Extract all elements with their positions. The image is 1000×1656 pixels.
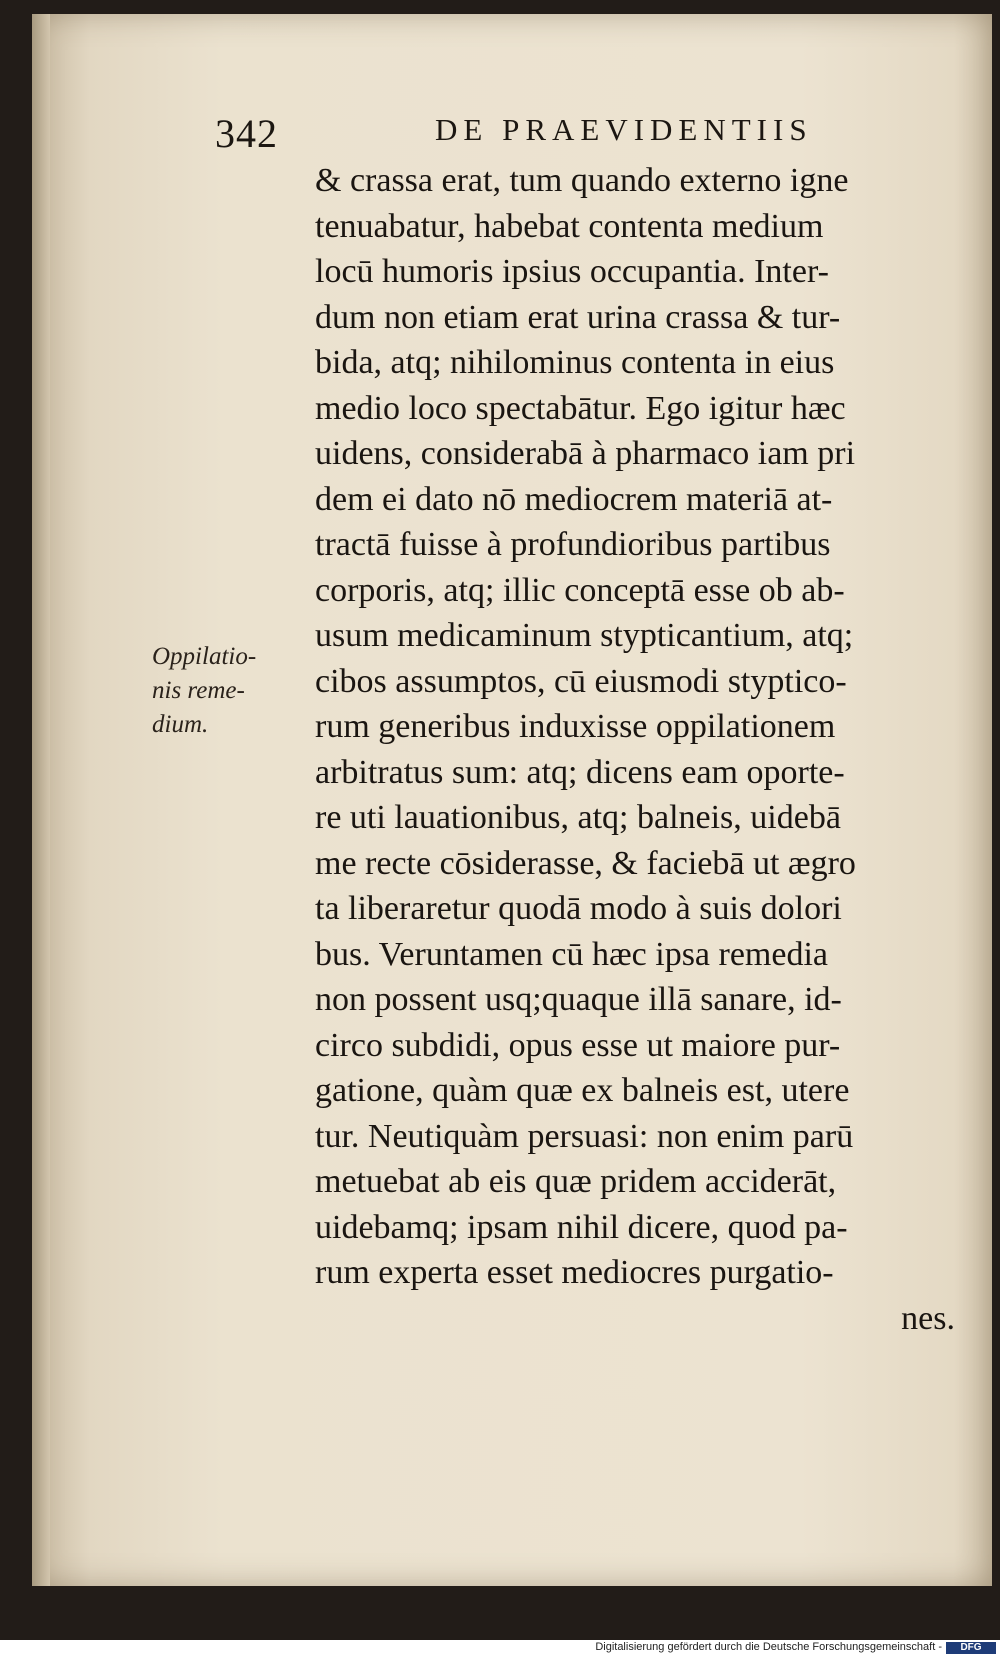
digitization-credit: Digitalisierung gefördert durch die Deutsche Forschungsgemeinschaft - <box>595 1641 942 1653</box>
text-line: dem ei dato nō mediocrem materiā at- <box>315 480 833 518</box>
text-line: circo subdidi, opus esse ut maiore pur- <box>315 1026 841 1064</box>
text-line: cibos assumptos, cū eiusmodi styptico- <box>315 662 847 700</box>
text-line: arbitratus sum: atq; dicens eam oporte- <box>315 753 845 791</box>
page-header <box>215 110 905 154</box>
marginal-note-line: nis reme- <box>152 677 245 704</box>
text-line: tur. Neutiquàm persuasi: non enim parū <box>315 1117 854 1155</box>
text-line: tenuabatur, habebat contenta medium <box>315 207 824 245</box>
text-line: non possent usq;quaque illā sanare, id- <box>315 981 842 1018</box>
marginal-note-line: dium. <box>152 711 209 738</box>
text-line: uidebamq; ipsam nihil dicere, quod pa- <box>315 1208 848 1246</box>
text-line: locū humoris ipsius occupantia. Inter- <box>315 253 829 290</box>
text-line: rum experta esset mediocres purgatio- <box>315 1254 834 1291</box>
page-edge <box>32 14 50 1586</box>
text-line: ta liberaretur quodā modo à suis dolori <box>315 890 842 927</box>
text-line: metuebat ab eis quæ pridem acciderāt, <box>315 1163 837 1200</box>
text-line: medio loco spectabātur. Ego igitur hæc <box>315 389 846 427</box>
text-line: bida, atq; nihilominus contenta in eius <box>315 344 835 381</box>
text-line: usum medicaminum stypticantium, atq; <box>315 617 854 654</box>
text-line: tractā fuisse à profundioribus partibus <box>315 526 831 563</box>
marginal-note-line: Oppilatio- <box>152 643 257 670</box>
body-text <box>315 158 970 1341</box>
text-line: re uti lauationibus, atq; balneis, uidebā <box>315 799 841 836</box>
text-line: dum non etiam erat urina crassa & tur- <box>315 298 841 336</box>
text-line: me recte cōsiderasse, & faciebā ut ægro <box>315 844 856 882</box>
page-number: 342 <box>215 111 278 156</box>
dfg-logo: DFG <box>946 1642 996 1654</box>
text-line: gatione, quàm quæ ex balneis est, utere <box>315 1072 850 1109</box>
text-line: corporis, atq; illic conceptā esse ob ab- <box>315 571 845 609</box>
text-line: nes. <box>901 1299 955 1337</box>
text-line: bus. Veruntamen cū hæc ipsa remedia <box>315 935 829 973</box>
marginal-note <box>152 640 302 742</box>
running-head: DE PRAEVIDENTIIS <box>435 112 813 147</box>
text-line: & crassa erat, tum quando externo igne <box>315 162 849 199</box>
text-line: rum generibus induxisse oppilationem <box>315 708 836 745</box>
text-line: uidens, considerabā à pharmaco iam pri <box>315 435 856 472</box>
